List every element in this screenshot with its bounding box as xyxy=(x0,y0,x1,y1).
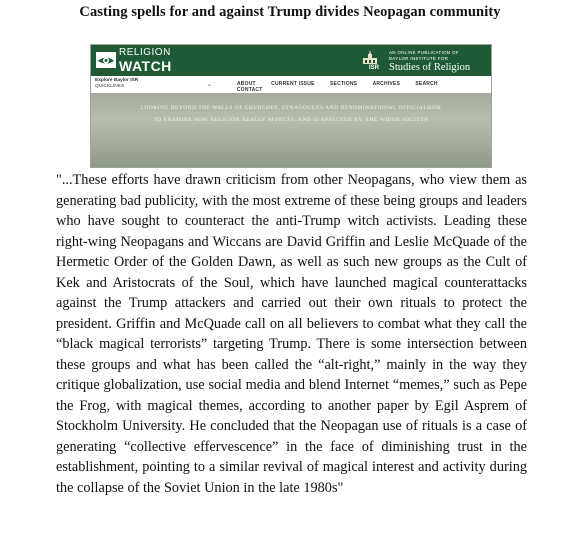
nav-current-issue[interactable]: CURRENT ISSUE xyxy=(271,81,315,87)
banner-logo[interactable] xyxy=(119,47,172,73)
banner-image xyxy=(91,93,491,167)
tagline-line2: TO EXAMINE HOW RELIGION REALLY AFFECTS, AND IS AFFECTED BY, THE WIDER SOCIETY xyxy=(153,117,429,123)
nav-about[interactable]: ABOUT xyxy=(237,81,256,87)
logo-line2: WATCH xyxy=(119,58,172,74)
chevron-down-icon[interactable]: ⌄ xyxy=(207,82,213,88)
publisher-block xyxy=(389,50,487,74)
isr-label: ISR xyxy=(368,65,379,71)
eye-icon xyxy=(95,51,117,69)
nav-menu xyxy=(237,81,491,93)
article-quote: "...These efforts have drawn criticism from other Neopagans, who view them as generating bad publicity, with the most extreme of these being groups and leaders who have sought to counteract the anti-Trump witch activists. Leading these right-wing Neopagans and Wiccans are David Griffin and Leslie McQuade of the Hermetic Order of the Golden Dawn, as well as such new groups as the Cult of Kek and Aristocrats of the Soul, which have launched magical counterattacks against the Trump attackers and carried out their own rituals to protect the president. Griffin and McQuade call on all believers to combat what they call the “black magical terrorists” targeting Trump. There is some intersection between these groups and what has been called the “alt-right,” mainly in the way they critique globalization, use social media and blend Internet “memes,” such as Pepe the Frog, with magical themes, according to another paper by Egil Asprem of Stockholm University. He concluded that the Neopagan use of rituals is a case of generating “collective effervescence” in the face of diminishing trust in the establishment, pointing to a similar revival of magical interest and activity during the collapse of the Soviet Union in the late 1980s" xyxy=(56,172,527,496)
quicklinks-label: QUICKLINKS xyxy=(95,84,125,89)
banner-header xyxy=(91,45,491,76)
logo-line1: RELIGION xyxy=(119,47,171,58)
religion-watch-banner[interactable] xyxy=(90,44,492,168)
nav-search[interactable]: SEARCH xyxy=(415,81,438,87)
publisher-line1: AN ONLINE PUBLICATION OF xyxy=(389,50,459,55)
nav-archives[interactable]: ARCHIVES xyxy=(372,81,400,87)
explore-dropdown[interactable] xyxy=(95,78,138,90)
publisher-line2: BAYLOR INSTITUTE FOR xyxy=(389,56,449,61)
banner-nav xyxy=(91,76,491,94)
explore-label: Explore Baylor ISR xyxy=(95,78,139,83)
publisher-line3: Studies of Religion xyxy=(389,62,471,73)
nav-sections[interactable]: SECTIONS xyxy=(330,81,358,87)
nav-contact[interactable]: CONTACT xyxy=(237,87,263,93)
tagline-line1: LOOKING BEYOND THE WALLS OF CHURCHES, SYNAGOGUES AND DENOMINATIONAL OFFICIALDOM xyxy=(140,105,442,111)
article-title: Casting spells for and against Trump divides Neopagan community xyxy=(79,4,501,20)
